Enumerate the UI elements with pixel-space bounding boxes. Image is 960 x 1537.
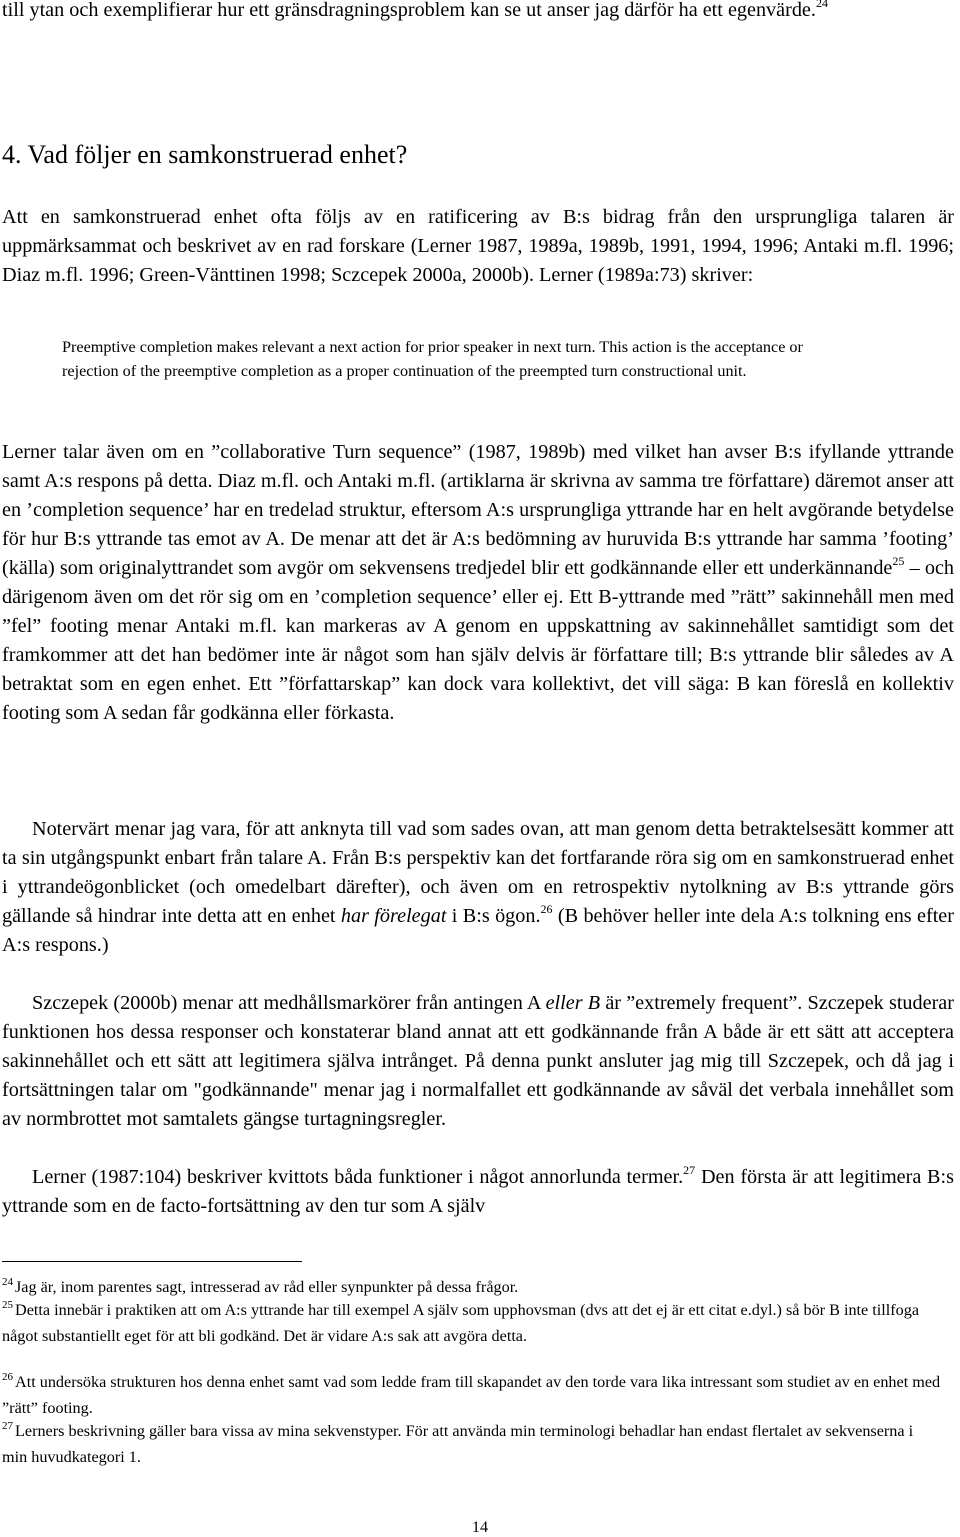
footnote-ref-27[interactable]: 27: [683, 1163, 696, 1177]
footnote-text: Lerners beskrivning gäller bara vissa av mina sekvenstyper. För att använda min terminologi behadlar han endast flertalet av sekvenserna i min huvudkategori 1.: [2, 1422, 914, 1466]
paragraph-4-part-a: Szczepek (2000b) menar att medhållsmarkörer från antingen A: [32, 992, 546, 1014]
footnote-number: 25: [2, 1299, 13, 1311]
paragraph-1: Att en samkonstruerad enhet ofta följs av en ratificering av B:s bidrag från den ursprungliga talaren är uppmärksammat och beskrivet av en rad forskare (Lerner 1987, 1989a, 1989b, 1991, 1994, 1996; Antaki m.fl. 1996; Diaz m.fl. 1996; Green-Vänttinen 1998; Sczcepek 2000a, 2000b). Lerner (1989a:73) skriver:: [2, 206, 954, 286]
paragraph-2-part-b: – och därigenom även om det rör sig om en ’completion sequence’ eller ej. Ett B-yttrande med ”rätt” sakinnehåll men med ”fel” footing menar Antaki m.fl. kan markeras av A genom en uppskattning av sakinnehållet samtidigt som det framkommer att det han bedömer inte är något som han själv delvis är författare till; B:s yttrande blir således av A betraktat som en egen enhet. Ett ”författarskap” kan dock vara kollektivt, det vill säga: B kan föreslå en kollektiv footing som A sedan får godkänna eller förkasta.: [2, 557, 954, 724]
intro-text: till ytan och exemplifierar hur ett gränsdragningsproblem kan se ut anser jag därför ha ett egenvärde.: [2, 0, 816, 21]
footnote-number: 24: [2, 1276, 13, 1288]
footnote-27: [2, 1419, 942, 1469]
paragraph-2: [2, 438, 954, 728]
footnote-ref-26[interactable]: 26: [540, 902, 553, 916]
footnote-25: [2, 1298, 942, 1348]
footnote-number: 26: [2, 1371, 13, 1383]
paragraph-3-part-a: Notervärt menar jag vara, för att anknyta till vad som sades ovan, att man genom detta betraktelsesätt kommer att ta sin utgångspunkt enbart från talare A. Från B:s perspektiv kan det fortfarande röra sig om en samkonstruerad enhet i yttrandeögonblicket (och omedelbart därefter), och även om en retrospektiv nytolkning av B:s yttrande görs gällande så hindrar inte detta att en enhet: [2, 818, 954, 927]
paragraph-4-emphasis: eller B: [545, 992, 601, 1014]
footnote-text: Att undersöka strukturen hos denna enhet samt vad som ledde fram till skapandet av den torde vara lika intressant som studiet av en enhet med ”rätt” footing.: [2, 1373, 941, 1417]
footnote-text: Detta innebär i praktiken att om A:s yttrande har till exempel A själv som upphovsman (dvs att det ej är ett citat e.dyl.) så bör B inte tillfoga något substantiellt eget för att bli godkänd. Det är vidare A:s sak att avgöra detta.: [2, 1301, 920, 1345]
paragraph-2-part-a: Lerner talar även om en ”collaborative Turn sequence” (1987, 1989b) med vilket han avser B:s ifyllande yttrande samt A:s respons på detta. Diaz m.fl. och Antaki m.fl. (artiklarna är skrivna av samma tre författare) däremot anser att en ’completion sequence’ har en tredelad struktur, eftersom A:s ursprungliga yttrande har en helt avgörande betydelse för hur B:s yttrande tas emot av A. De menar att det är A:s bedömning av huruvida B:s yttrande har samma ’footing’ (källa) som originalyttrandet som avgör om sekvensens tredjedel blir ett godkännande eller ett underkännande: [2, 441, 954, 579]
page-number: 14: [471, 1518, 489, 1536]
section-heading: 4. Vad följer en samkonstruerad enhet?: [2, 140, 408, 169]
paragraph-3-emphasis: har förelegat: [340, 905, 447, 927]
footnote-number: 27: [2, 1420, 13, 1432]
footnote-separator: [2, 1261, 302, 1262]
paragraph-5-part-b: Den första är att legitimera B:s yttrande som en de facto-fortsättning av den tur som A själv: [2, 1166, 954, 1217]
intro-paragraph: [2, 0, 954, 25]
paragraph-4-part-b: är ”extremely frequent”. Szczepek studerar funktionen hos dessa responser och konstaterar bland annat att ett godkännande från A både är ett sätt att acceptera sakinnehållet och ett sätt att legitimera själva intrånget. På denna punkt ansluter jag mig till Szczepek, och då jag i fortsättningen talar om "godkännande" menar jag i normalfallet ett godkännande av såväl det verbala innehållet som av normbrottet mot samtalets gängse turtagningsregler.: [2, 992, 954, 1130]
block-quote: Preemptive completion makes relevant a next action for prior speaker in next turn. This action is the acceptance or rejection of the preemptive completion as a proper continuation of the preempted turn constructional unit.: [62, 338, 803, 380]
paragraph-3-part-b: i B:s ögon.: [446, 905, 541, 927]
footnote-26: [2, 1370, 942, 1420]
paragraph-3: [2, 815, 954, 960]
paragraph-5: [2, 1163, 954, 1221]
footnote-ref-25[interactable]: 25: [892, 554, 905, 568]
footnote-text: Jag är, inom parentes sagt, intresserad av råd eller synpunkter på dessa frågor.: [15, 1278, 519, 1296]
paragraph-4: [2, 989, 954, 1134]
footnote-ref-24[interactable]: 24: [815, 0, 828, 10]
paragraph-3-part-c: (B behöver heller inte dela A:s tolkning ens efter A:s respons.): [2, 905, 954, 956]
paragraph-5-part-a: Lerner (1987:104) beskriver kvittots båda funktioner i något annorlunda termer.: [32, 1166, 684, 1188]
